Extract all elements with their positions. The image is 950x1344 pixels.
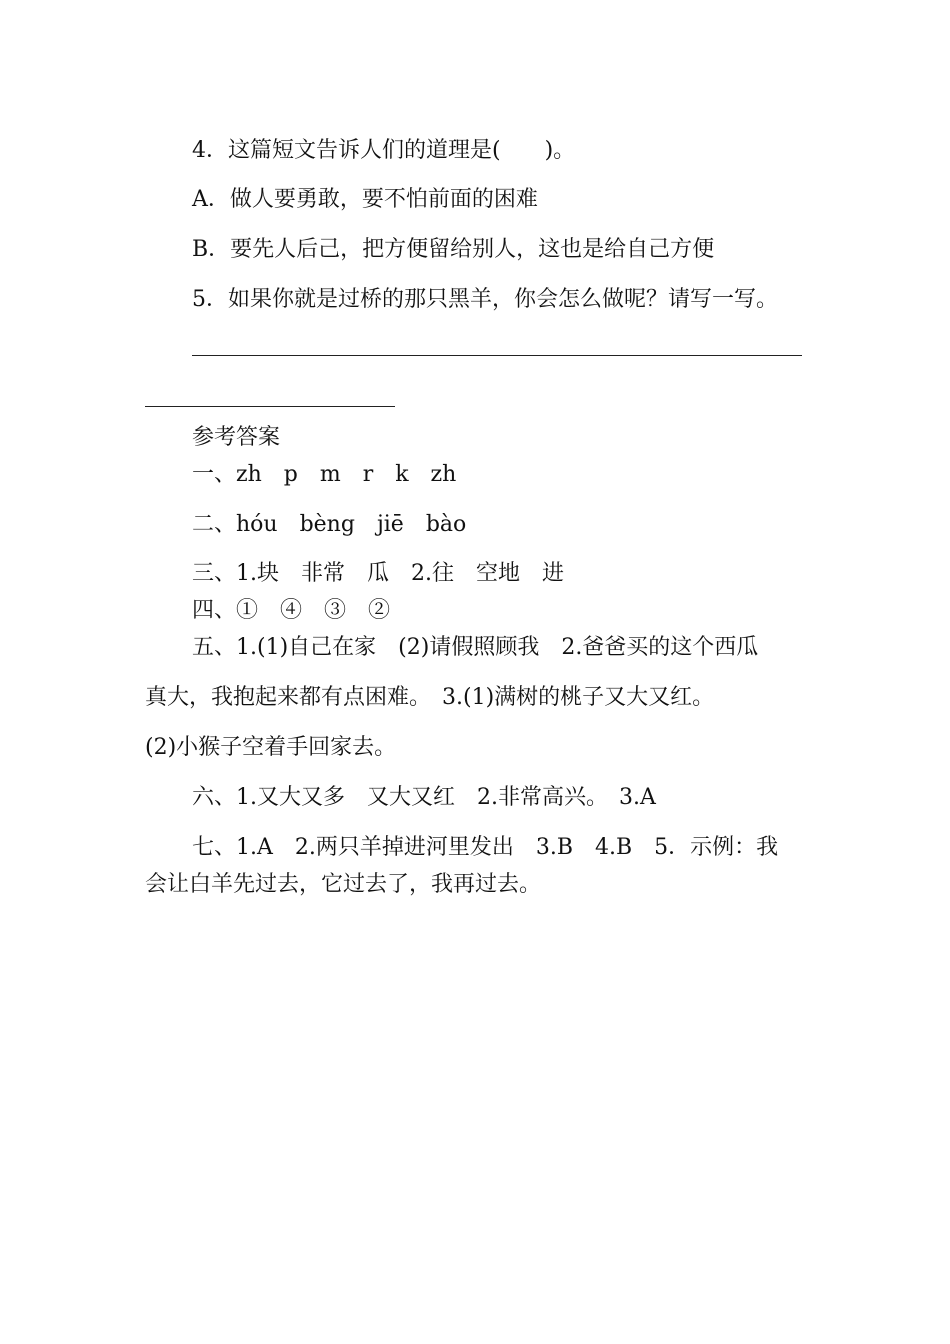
answer-blank-line [192, 355, 802, 356]
question-4-option-a: A．做人要勇敢，要不怕前面的困难 [192, 187, 538, 212]
answer-line-5b: 真大，我抱起来都有点困难。 3.(1)满树的桃子又大又红。 [145, 685, 715, 710]
answer-line-1: 一、zh p m r k zh [192, 462, 457, 487]
answer-line-7b: 会让白羊先过去，它过去了，我再过去。 [145, 872, 542, 897]
answer-line-3: 三、1.块 非常 瓜 2.往 空地 进 [192, 561, 564, 586]
question-4-stem: 4．这篇短文告诉人们的道理是( )。 [192, 138, 576, 163]
answer-line-2: 二、hóu bèng jiē bào [192, 512, 467, 537]
question-4-option-b: B．要先人后己，把方便留给别人，这也是给自己方便 [192, 237, 715, 262]
answer-line-7a: 七、1.A 2.两只羊掉进河里发出 3.B 4.B 5．示例：我 [192, 835, 779, 860]
question-5-stem: 5．如果你就是过桥的那只黑羊，你会怎么做呢？请写一写。 [192, 287, 778, 312]
section-divider [145, 406, 395, 407]
answer-line-6: 六、1.又大又多 又大又红 2.非常高兴。 3.A [192, 785, 656, 810]
answer-key-title: 参考答案 [192, 425, 281, 450]
answer-line-5a: 五、1.(1)自己在家 (2)请假照顾我 2.爸爸买的这个西瓜 [192, 635, 759, 660]
answer-line-4: 四、① ④ ③ ② [192, 598, 391, 623]
answer-line-5c: (2)小猴子空着手回家去。 [145, 735, 397, 760]
